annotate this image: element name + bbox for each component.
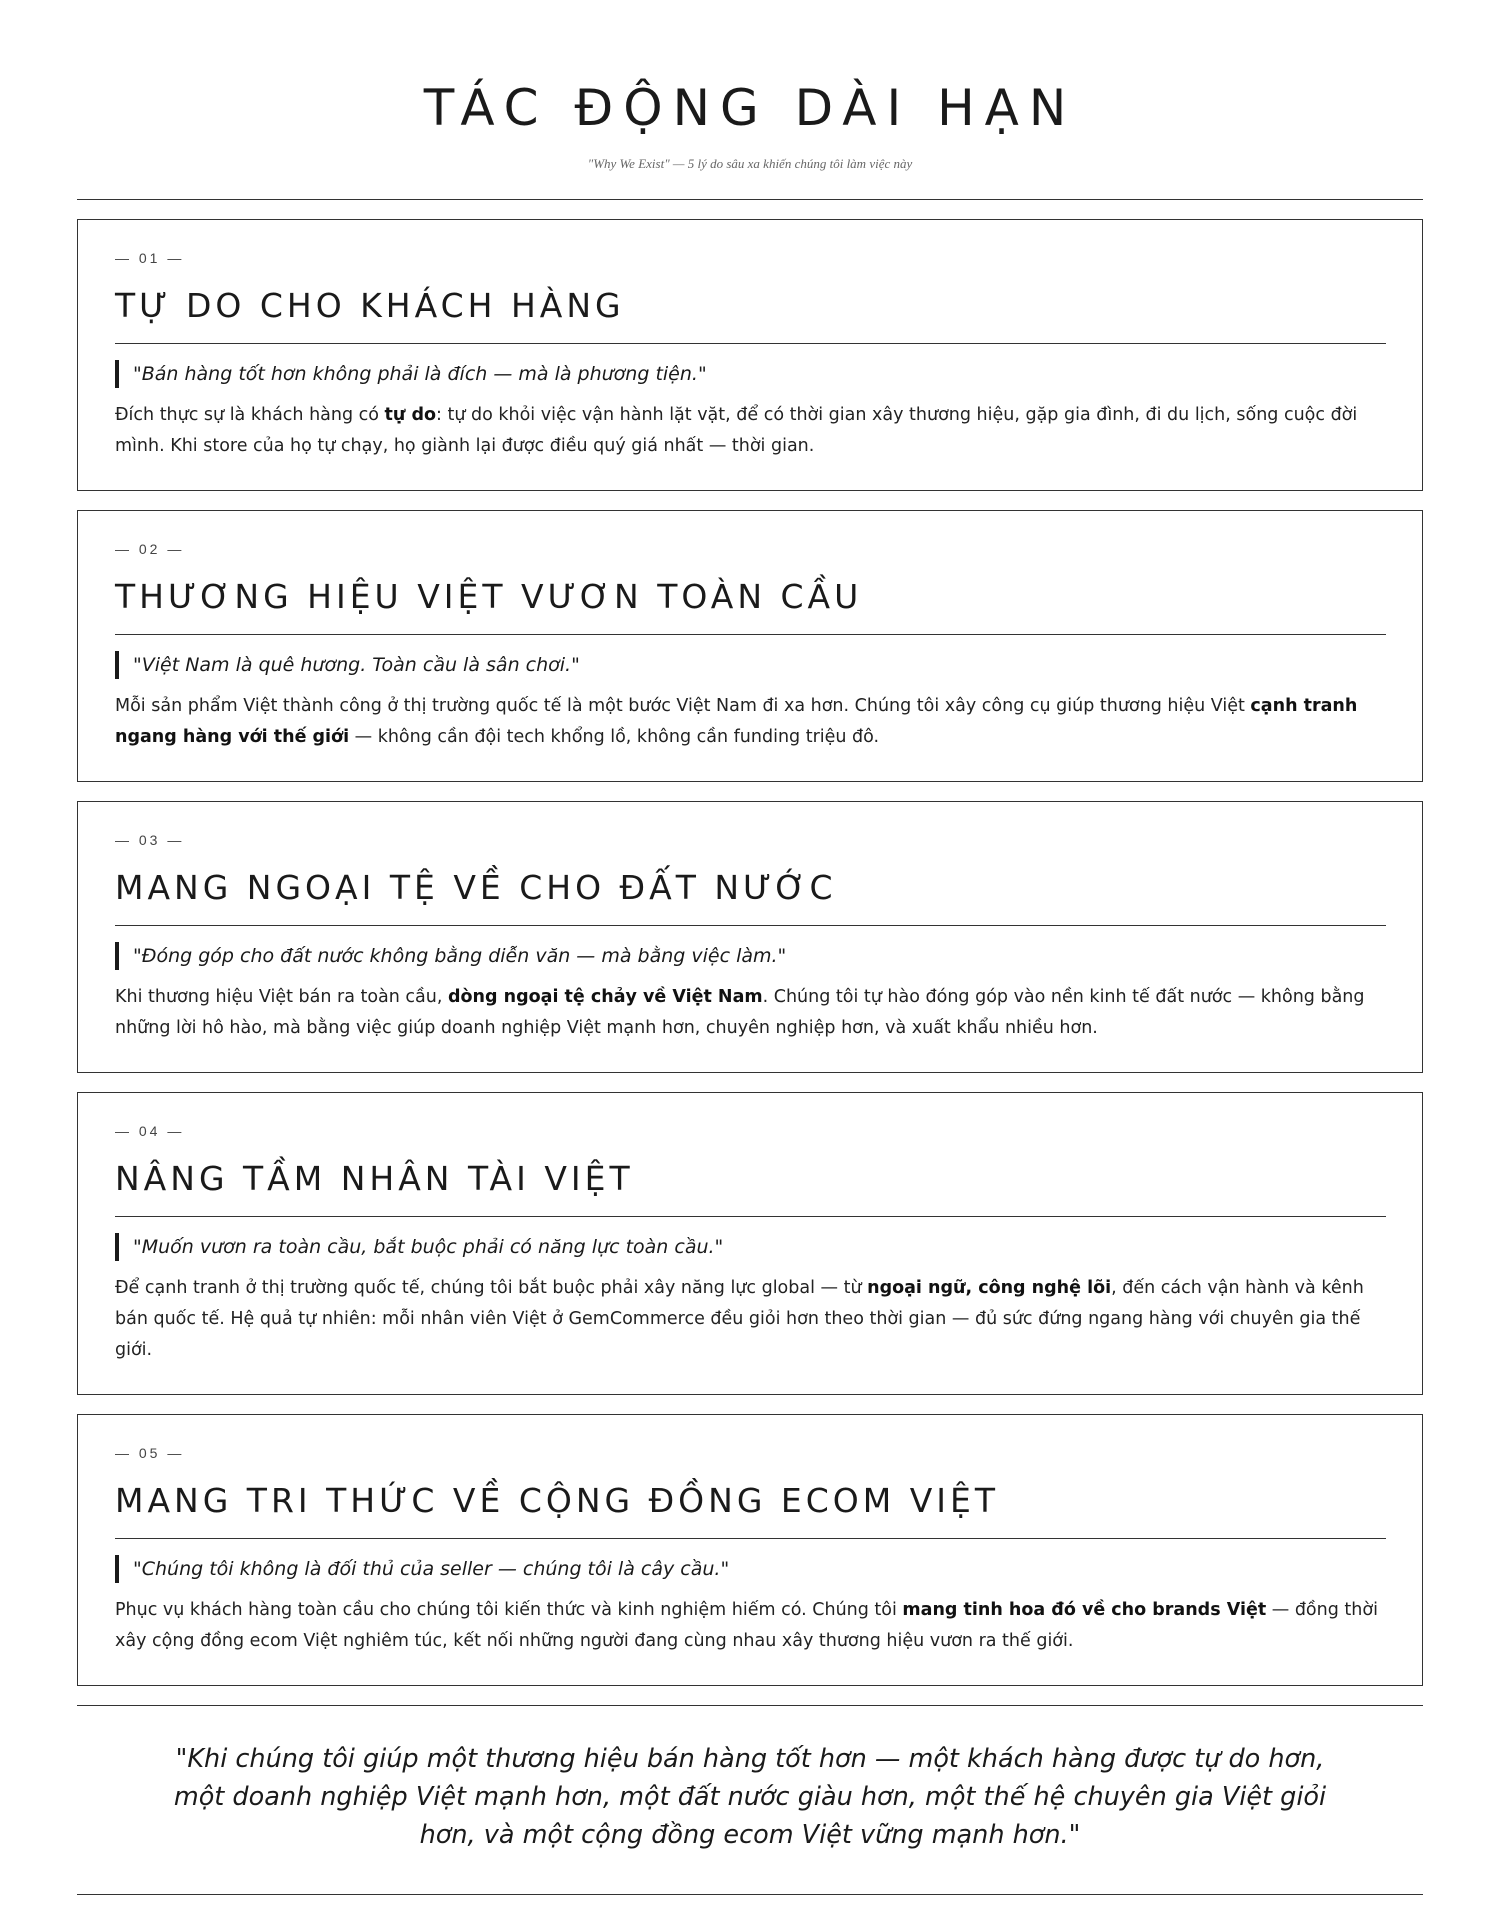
body-text: — không cần đội tech khổng lồ, không cần funding triệu đô. xyxy=(349,727,880,747)
closing-divider-bottom xyxy=(77,1894,1423,1895)
reason-body xyxy=(115,691,1386,753)
reason-quote: "Bán hàng tốt hơn không phải là đích — mà là phương tiện." xyxy=(115,360,1386,388)
reason-card xyxy=(77,1414,1423,1686)
reason-number: — 01 — xyxy=(115,250,185,266)
page xyxy=(77,0,1423,1895)
reason-quote: "Muốn vươn ra toàn cầu, bắt buộc phải có năng lực toàn cầu." xyxy=(115,1233,1386,1261)
body-emphasis: ngoại ngữ, công nghệ lõi xyxy=(867,1278,1112,1298)
reason-card xyxy=(77,1092,1423,1395)
closing-divider-top xyxy=(77,1705,1423,1706)
reason-quote: "Đóng góp cho đất nước không bằng diễn văn — mà bằng việc làm." xyxy=(115,942,1386,970)
closing-quote: "Khi chúng tôi giúp một thương hiệu bán hàng tốt hơn — một khách hàng được tự do hơn, một doanh nghiệp Việt mạnh hơn, một đất nước giàu hơn, một thế hệ chuyên gia Việt giỏi hơn, và một cộng đồng ecom Việt vững mạnh hơn." xyxy=(173,1744,1327,1850)
body-text: — đồng thời xây cộng đồng ecom Việt nghiêm túc, kết nối những người đang cùng nhau xây thương hiệu vươn ra thế giới. xyxy=(115,1600,1378,1651)
reason-title: MANG NGOẠI TỆ VỀ CHO ĐẤT NƯỚC xyxy=(115,868,837,907)
reason-quote: "Việt Nam là quê hương. Toàn cầu là sân chơi." xyxy=(115,651,1386,679)
reason-title: NÂNG TẦM NHÂN TÀI VIỆT xyxy=(115,1159,634,1198)
body-text: Mỗi sản phẩm Việt thành công ở thị trường quốc tế là một bước Việt Nam đi xa hơn. Chúng tôi xây công cụ giúp thương hiệu Việt xyxy=(115,696,1251,716)
reason-number: — 05 — xyxy=(115,1445,185,1461)
reason-divider xyxy=(115,1216,1386,1217)
reason-divider xyxy=(115,925,1386,926)
body-text: Để cạnh tranh ở thị trường quốc tế, chúng tôi bắt buộc phải xây năng lực global — từ xyxy=(115,1278,868,1298)
body-text: : tự do khỏi việc vận hành lặt vặt, để có thời gian xây thương hiệu, gặp gia đình, đi du lịch, sống cuộc đời mình. Khi store của họ tự chạy, họ giành lại được điều quý giá nhất — thời gian. xyxy=(115,405,1358,456)
body-text: Khi thương hiệu Việt bán ra toàn cầu, xyxy=(115,987,448,1007)
reason-divider xyxy=(115,343,1386,344)
reason-number: — 04 — xyxy=(115,1123,185,1139)
body-emphasis: dòng ngoại tệ chảy về Việt Nam xyxy=(448,987,763,1007)
body-emphasis: cạnh tranh ngang hàng với thế giới xyxy=(115,696,1358,747)
reason-body xyxy=(115,982,1386,1044)
reason-number: — 03 — xyxy=(115,832,185,848)
reason-divider xyxy=(115,634,1386,635)
reason-card xyxy=(77,510,1423,782)
page-title: TÁC ĐỘNG DÀI HẠN xyxy=(423,79,1077,137)
reason-body xyxy=(115,400,1386,462)
reason-number: — 02 — xyxy=(115,541,185,557)
reason-title: TỰ DO CHO KHÁCH HÀNG xyxy=(115,286,625,325)
body-emphasis: mang tinh hoa đó về cho brands Việt xyxy=(902,1600,1267,1620)
reason-card xyxy=(77,219,1423,491)
body-text: . Chúng tôi tự hào đóng góp vào nền kinh tế đất nước — không bằng những lời hô hào, mà bằng việc giúp doanh nghiệp Việt mạnh hơn, chuyên nghiệp hơn, và xuất khẩu nhiều hơn. xyxy=(115,987,1365,1038)
reason-title: THƯƠNG HIỆU VIỆT VƯƠN TOÀN CẦU xyxy=(115,577,863,616)
page-subtitle: "Why We Exist" — 5 lý do sâu xa khiến chúng tôi làm việc này xyxy=(587,156,913,171)
reason-quote: "Chúng tôi không là đối thủ của seller — chúng tôi là cây cầu." xyxy=(115,1555,1386,1583)
header-divider xyxy=(77,199,1423,200)
body-text: , đến cách vận hành và kênh bán quốc tế. Hệ quả tự nhiên: mỗi nhân viên Việt ở GemCommerce đều giỏi hơn theo thời gian — đủ sức đứng ngang hàng với chuyên gia thế giới. xyxy=(115,1278,1364,1360)
body-text: Phục vụ khách hàng toàn cầu cho chúng tôi kiến thức và kinh nghiệm hiếm có. Chúng tôi xyxy=(115,1600,903,1620)
reason-divider xyxy=(115,1538,1386,1539)
reason-body xyxy=(115,1273,1386,1366)
reason-title: MANG TRI THỨC VỀ CỘNG ĐỒNG ECOM VIỆT xyxy=(115,1481,1000,1520)
body-text: Đích thực sự là khách hàng có xyxy=(115,405,385,425)
reason-card xyxy=(77,801,1423,1073)
body-emphasis: tự do xyxy=(384,405,437,425)
reasons-list xyxy=(77,219,1423,1686)
reason-body xyxy=(115,1595,1386,1657)
